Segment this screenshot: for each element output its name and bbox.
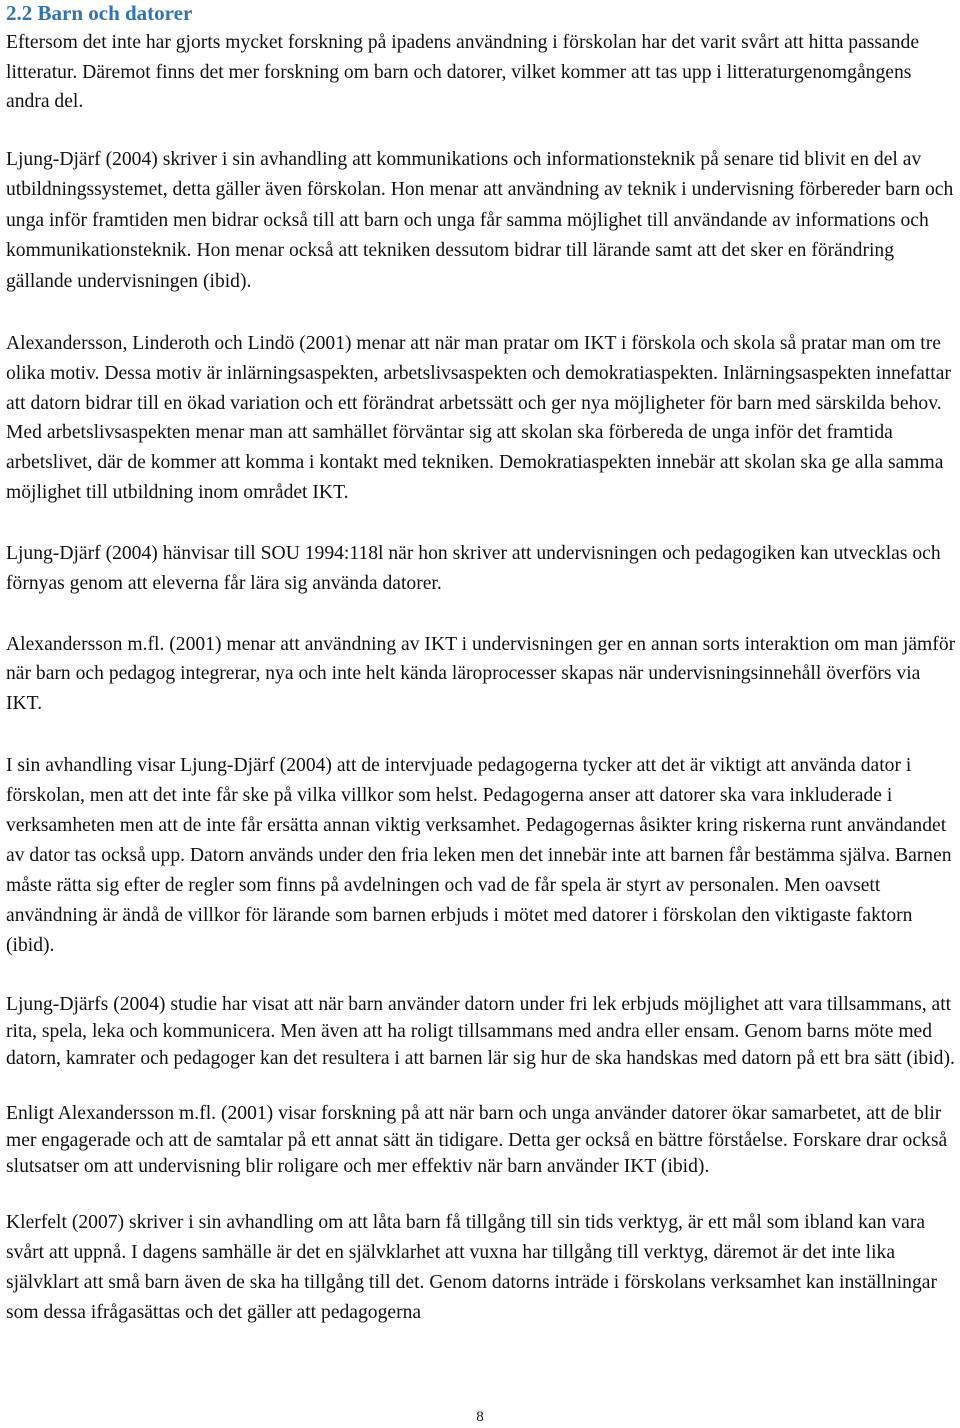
paragraph-klerfelt: Klerfelt (2007) skriver i sin avhandling om att låta barn få tillgång till sin tids verktyg, är ett mål som ibland kan vara svårt att uppnå. I dagens samhälle är det en självklarhet att vuxna har tillgång till verktyg, däremot är det inte lika självklart att små barn även de ska ha tillgång till det. Genom datorns inträde i förskolans verksamhet kan inställningar som dessa ifrågasättas och det gäller att pedagogerna xyxy=(6,1211,937,1323)
paragraph-fri-lek: Ljung-Djärfs (2004) studie har visat att när barn använder datorn under fri lek erbjuds möjlighet att vara tillsammans, att rita, spela, leka och kommunicera. Men även att ha roligt tillsammans med andra eller ensam. Genom barns möte med datorn, kamrater och pedagoger kan det resultera i att barnen lär sig hur de ska handskas med datorn på ett bra sätt (ibid). xyxy=(6,994,955,1070)
paragraph-spacer xyxy=(6,297,958,329)
page-number: 8 xyxy=(476,1409,484,1425)
paragraph-sou-reference: Ljung-Djärf (2004) hänvisar till SOU 1994:118l när hon skriver att undervisningen och pedagogiken kan utvecklas och förnyas genom att eleverna får lära sig använda datorer. xyxy=(6,542,941,594)
paragraph-intro: Eftersom det inte har gjorts mycket forskning på ipadens användning i förskolan har det varit svårt att hitta passande litteratur. Däremot finns det mer forskning om barn och datorer, vilket kommer att tas upp i litteraturgenomgångens andra del. xyxy=(6,32,920,112)
paragraph-pedagogernas-asikter: I sin avhandling visar Ljung-Djärf (2004) att de intervjuade pedagogerna tycker att det är viktigt att använda dator i förskolan, men att det inte får ske på vilka villkor som helst. Pedagogerna anser att datorer ska vara inkluderade i verksamheten men att de inte får ersätta annan viktig verksamhet. Pedagogernas åsikter kring riskerna runt användandet av dator tas också upp. Datorn används under den fria leken men det innebär inte att barnen får bestämma själva. Barnen måste rätta sig efter de regler som finns på avdelningen och vad de får spela är styrt av personalen. Men oavsett användning är ändå de villkor för lärande som barnen erbjuds i mötet med datorer i förskolan den viktigaste faktorn (ibid). xyxy=(6,755,952,957)
paragraph-spacer xyxy=(6,1072,958,1101)
paragraph-ljung-djarf-avhandling: Ljung-Djärf (2004) skriver i sin avhandling att kommunikations och informationsteknik på senare tid blivit en del av utbildningssystemet, detta gäller även förskolan. Hon menar att användning av teknik i undervisning förbereder barn och unga inför framtiden men bidrar också till att barn och unga får samma möjlighet till användande av informations och kommunikationsteknik. Hon menar också att tekniken dessutom bidrar till lärande samt att det sker en förändring gällande undervisningen (ibid). xyxy=(6,148,954,292)
section-heading: 2.2 Barn och datorer xyxy=(6,1,193,25)
paragraph-spacer xyxy=(6,117,958,145)
document-page xyxy=(6,0,958,1328)
paragraph-spacer xyxy=(6,1181,958,1208)
paragraph-samarbete: Enligt Alexandersson m.fl. (2001) visar forskning på att när barn och unga använder datorer ökar samarbetet, att de blir mer engagerade och att de samtalar på ett annat sätt än tidigare. Detta ger också en bättre förståelse. Forskare drar också slutsatser om att undervisning blir roligare och mer effektiv när barn använder IKT (ibid). xyxy=(6,1103,948,1178)
paragraph-spacer xyxy=(6,961,958,991)
paragraph-tre-motiv: Alexandersson, Linderoth och Lindö (2001) menar att när man pratar om IKT i förskola och skola så pratar man om tre olika motiv. Dessa motiv är inlärningsaspekten, arbetslivsaspekten och demokratiaspekten. Inlärningsaspekten innefattar att datorn bidrar till en ökad variation och ett förändrat arbetssätt och ger nya möjligheter för barn med särskilda behov. Med arbetslivsaspekten menar man att samhället förväntar sig att skolan ska förbereda de unga inför det framtida arbetslivet, där de kommer att komma i kontakt med tekniken. Demokratiaspekten innebär att skolan ska ge alla samma möjlighet till utbildning inom området IKT. xyxy=(6,333,951,503)
paragraph-interaktion: Alexandersson m.fl. (2001) menar att användning av IKT i undervisningen ger en annan sorts interaktion om man jämför när barn och pedagog integrerar, nya och inte helt kända läroprocesser skapas när undervisningsinnehåll överförs via IKT. xyxy=(6,633,956,714)
paragraph-spacer xyxy=(6,508,958,539)
paragraph-spacer xyxy=(6,599,958,630)
paragraph-spacer xyxy=(6,718,958,751)
